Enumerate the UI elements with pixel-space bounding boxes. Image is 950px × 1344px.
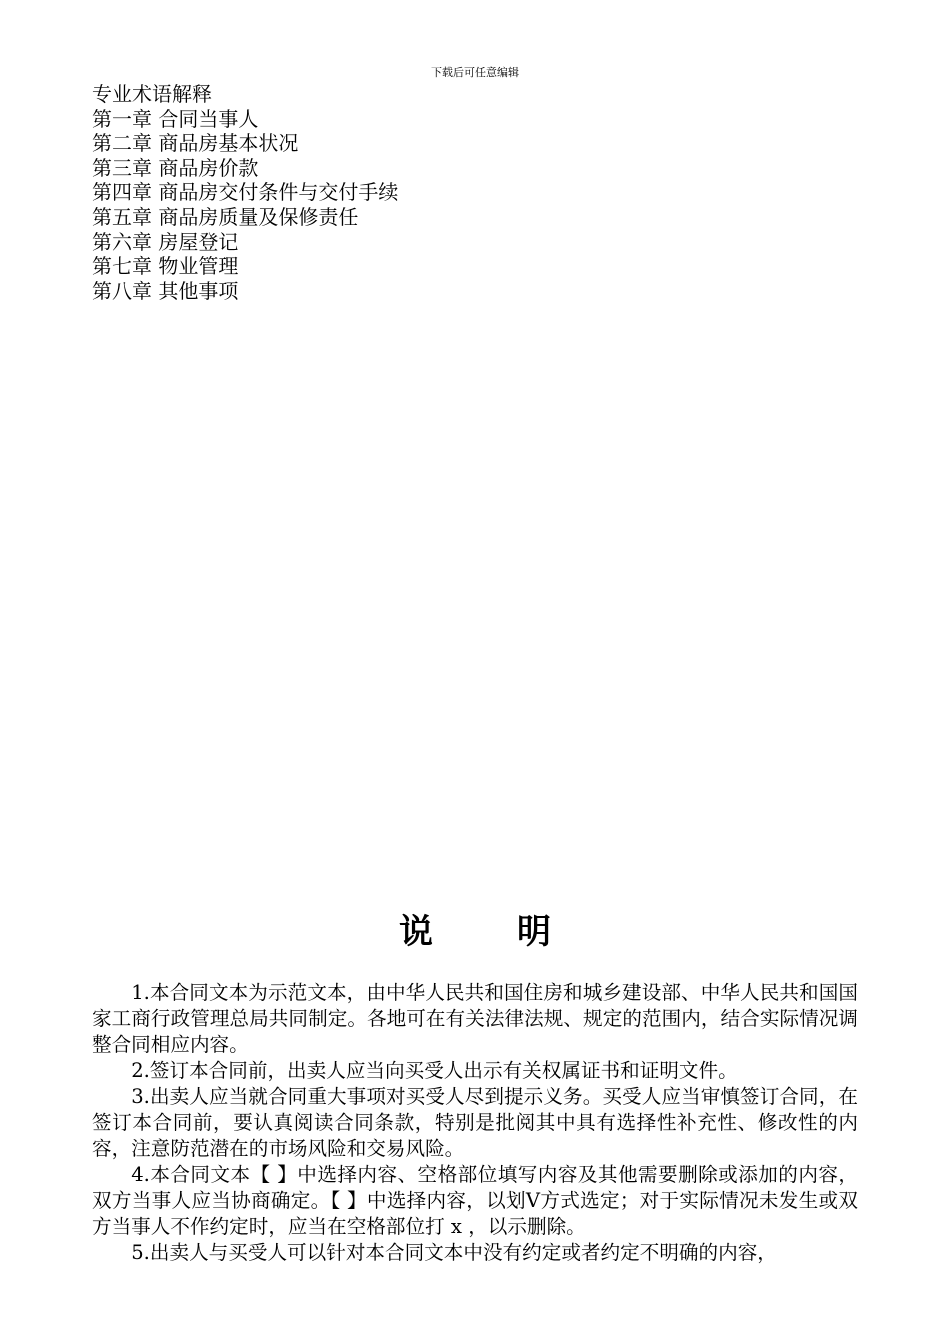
paragraph-2: 2.签订本合同前，出卖人应当向买受人出示有关权属证书和证明文件。 xyxy=(131,1059,738,1082)
paragraph-4: 4.本合同文本【 】中选择内容、空格部位填写内容及其他需要删除或添加的内容，双方当事人应当协商确定。【 】中选择内容，以划V方式选定；对于实际情况未发生或双方当事人不作约定时，应当在空格部位打 x ，以示删除。 xyxy=(92,1163,858,1238)
instructions-body xyxy=(92,980,858,1266)
toc-item-chapter-7: 第七章 物业管理 xyxy=(92,254,239,279)
toc-item-chapter-1: 第一章 合同当事人 xyxy=(92,106,259,131)
page-header-note: 下载后可任意编辑 xyxy=(431,66,519,79)
paragraph-5: 5.出卖人与买受人可以针对本合同文本中没有约定或者约定不明确的内容， xyxy=(131,1241,777,1264)
paragraph-1: 1.本合同文本为示范文本，由中华人民共和国住房和城乡建设部、中华人民共和国国家工商行政管理总局共同制定。各地可在有关法律法规、规定的范围内，结合实际情况调整合同相应内容。 xyxy=(92,981,858,1056)
section-title-part2: 明 xyxy=(517,912,551,952)
section-title-part1: 说 xyxy=(399,912,433,952)
toc-item-chapter-2: 第二章 商品房基本状况 xyxy=(92,131,299,156)
table-of-contents xyxy=(92,82,398,303)
toc-item-terms: 专业术语解释 xyxy=(92,82,212,106)
toc-item-chapter-3: 第三章 商品房价款 xyxy=(92,155,259,180)
toc-item-chapter-6: 第六章 房屋登记 xyxy=(92,229,239,254)
toc-item-chapter-4: 第四章 商品房交付条件与交付手续 xyxy=(92,180,399,205)
toc-item-chapter-8: 第八章 其他事项 xyxy=(92,278,239,303)
paragraph-3: 3.出卖人应当就合同重大事项对买受人尽到提示义务。买受人应当审慎签订合同，在签订本合同前，要认真阅读合同条款，特别是批阅其中具有选择性补充性、修改性的内容，注意防范潜在的市场风险和交易风险。 xyxy=(92,1085,858,1160)
section-title xyxy=(0,912,950,952)
toc-item-chapter-5: 第五章 商品房质量及保修责任 xyxy=(92,204,359,229)
